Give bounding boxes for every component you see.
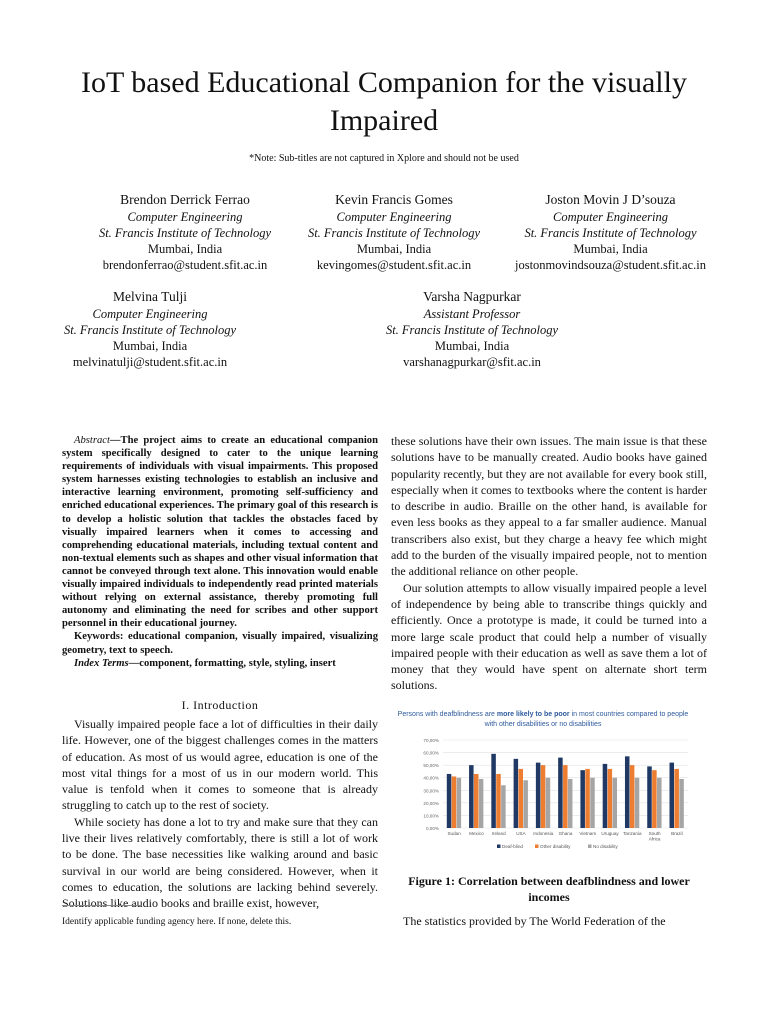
y-tick-label: 60,00% xyxy=(423,750,439,756)
x-tick-label-line: South xyxy=(648,831,661,836)
chart-title-emphasis: more likely to be poor xyxy=(496,711,570,718)
body-paragraph-start: The statistics provided by The World Federation of the xyxy=(403,914,666,928)
author-dept: Assistant Professor xyxy=(423,307,521,321)
legend-label: Other disability xyxy=(540,844,571,849)
section-heading: I. Introduction xyxy=(181,698,259,712)
bar xyxy=(496,774,501,828)
author-dept: Computer Engineering xyxy=(336,210,452,224)
y-tick-label: 0,00% xyxy=(425,826,439,831)
author-block xyxy=(284,192,504,273)
author-block xyxy=(40,289,260,370)
author-name: Kevin Francis Gomes xyxy=(335,192,453,207)
x-tick-label: Ghana xyxy=(558,831,573,836)
index-terms xyxy=(62,657,378,670)
y-tick-label: 70,00% xyxy=(423,738,439,743)
body-paragraph: these solutions have their own issues. The main issue is that these solutions have to be manually created. Audio books have gained popularity recently, but they are not available for every book still, especially when it comes to textbooks where the content is harder to describe in audio. Braille on the other hand, is available for even less books as they appeal to a far smaller audience. Manual transcribers also exist, but they charge a heavy fee which might add to the burden of the visually impaired people, not to mention the additional reliance on other people. xyxy=(391,434,707,579)
author-email: kevingomes@student.sfit.ac.in xyxy=(316,258,472,272)
figure-chart xyxy=(393,702,703,864)
author-dept: Computer Engineering xyxy=(92,307,208,321)
chart-title-part: in most countries compared to people with other disabilities or no disabilities xyxy=(484,711,689,728)
author-dept: Computer Engineering xyxy=(553,210,668,224)
author-block xyxy=(498,192,723,273)
author-name: Melvina Tulji xyxy=(113,289,187,304)
bar xyxy=(479,779,484,828)
legend-swatch xyxy=(497,845,501,849)
legend-swatch xyxy=(588,845,592,849)
body-paragraph: Our solution attempts to allow visually impaired people a level of independence by being able to transcribe things quickly and efficiently. Once a prototype is made, it could be turned into a more large scale product that could help a number of visually impaired people with their education as well as save them a lot of money that they would have spent on alternate short term solutions. xyxy=(391,580,707,693)
author-city: Mumbai, India xyxy=(356,242,432,256)
abstract-text: —The project aims to create an educational companion system specifically designed to cater to the unique learning requirements of individuals with visual impairments. This proposed system harnesses existing technologies to establish an inclusive and interactive learning environment, promoting self-sufficiency and enriched educational experiences. The primary goal of this research is to develop a holistic solution that tackles the obstacles faced by visually impaired learners when it comes to accessing and comprehending educational materials, including textual content and non-textual elements such as shapes and other visual information that cannot be conveyed through text alone. This innovation would enable visually impaired individuals to independently read printed materials without relying on external assistance, thereby promoting full autonomy and eliminating the need for scribes and other support personnel in their educational journey. xyxy=(62,435,378,630)
bar xyxy=(635,778,640,828)
bar xyxy=(590,778,595,828)
bar xyxy=(612,778,617,828)
y-tick-label: 20,00% xyxy=(423,800,439,806)
body-paragraph: Visually impaired people face a lot of difficulties in their daily life. However, one of the biggest challenges comes in the matters of education. As most of us would agree, education is one of the most vital things for a most of us in our modern world. This value is tenfold when it comes to someone that is already struggling to catch up to the rest of society. xyxy=(62,717,378,813)
bar xyxy=(469,765,474,828)
intro-body xyxy=(62,716,378,912)
bar xyxy=(563,765,568,828)
x-tick-label: Indonesia xyxy=(533,831,554,836)
bar xyxy=(625,756,630,828)
bar xyxy=(585,769,590,828)
index-terms-text: —component, formatting, style, styling, insert xyxy=(128,657,336,669)
y-tick-label: 40,00% xyxy=(423,775,439,781)
right-column-body xyxy=(391,433,707,694)
x-tick-label xyxy=(649,831,661,842)
footnote: Identify applicable funding agency here. If none, delete this. xyxy=(62,917,292,927)
author-institution: St. Francis Institute of Technology xyxy=(385,323,559,337)
chart-title-part: Persons with deafblindness are xyxy=(397,711,497,718)
author-institution: St. Francis Institute of Technology xyxy=(63,323,237,337)
bar xyxy=(674,769,679,828)
bar xyxy=(580,770,585,828)
author-email: melvinatulji@student.sfit.ac.in xyxy=(72,355,228,369)
x-tick-label: Ireland xyxy=(491,831,506,836)
bar xyxy=(447,774,452,828)
bar xyxy=(523,780,528,828)
author-institution: St. Francis Institute of Technology xyxy=(98,226,272,240)
author-email: varshanagpurkar@sfit.ac.in xyxy=(403,355,541,369)
x-tick-label: Uruguay xyxy=(601,831,619,836)
footnote-rule xyxy=(62,905,142,906)
author-city: Mumbai, India xyxy=(573,242,648,256)
abstract xyxy=(62,434,378,670)
bar xyxy=(457,778,462,828)
title-note: *Note: Sub-titles are not captured in Xplore and should not be used xyxy=(249,153,519,164)
bar xyxy=(630,765,635,828)
x-tick-label: USA xyxy=(516,831,526,836)
author-name: Varsha Nagpurkar xyxy=(423,289,521,304)
bar xyxy=(558,758,563,828)
x-tick-label: Brazil xyxy=(671,831,683,836)
y-tick-label: 30,00% xyxy=(423,788,439,794)
author-block xyxy=(75,192,295,273)
bar xyxy=(491,754,496,828)
author-city: Mumbai, India xyxy=(147,242,223,256)
bar xyxy=(670,763,675,828)
x-tick-label-line: Africa xyxy=(648,836,661,842)
x-tick-label: Tanzania xyxy=(623,831,642,836)
author-institution: St. Francis Institute of Technology xyxy=(307,226,481,240)
bar xyxy=(546,778,551,828)
index-terms-lead: Index Terms xyxy=(74,657,129,669)
author-name: Brendon Derrick Ferrao xyxy=(120,192,250,207)
bar xyxy=(608,769,613,828)
bar xyxy=(603,764,608,828)
x-tick-label: Sudan xyxy=(447,831,461,836)
author-institution: St. Francis Institute of Technology xyxy=(524,226,697,240)
abstract-lead: Abstract xyxy=(74,435,110,446)
bar xyxy=(652,770,657,828)
bar xyxy=(536,763,541,828)
author-city: Mumbai, India xyxy=(434,339,510,353)
bar xyxy=(568,779,573,828)
bar xyxy=(657,778,662,828)
author-block xyxy=(362,289,582,370)
author-name: Joston Movin J D’souza xyxy=(545,192,676,207)
keywords: Keywords: educational companion, visually impaired, visualizing geometry, text to speech. xyxy=(62,631,378,656)
y-tick-label: 10,00% xyxy=(423,813,439,819)
bar xyxy=(514,759,519,828)
bar xyxy=(679,779,684,828)
figure-caption: Figure 1: Correlation between deafblindness and lower incomes xyxy=(408,874,690,904)
author-city: Mumbai, India xyxy=(112,339,188,353)
body-paragraph: While society has done a lot to try and make sure that they can live their lives relatively comfortably, there is still a lot of work to be done. The base necessities like walking around and basic survival in our world are being considered. However, when it comes to education, the solutions are lacking behind severely. Solutions like audio books and braille exist, however, xyxy=(62,814,378,911)
author-dept: Computer Engineering xyxy=(127,210,243,224)
abstract-paragraph xyxy=(62,434,378,630)
bar xyxy=(501,785,506,828)
bar xyxy=(452,776,457,828)
paper-title: IoT based Educational Companion for the visually Impaired xyxy=(81,66,687,137)
bar xyxy=(541,765,546,828)
author-email: brendonferrao@student.sfit.ac.in xyxy=(102,258,268,272)
legend-label: No disability xyxy=(593,844,618,849)
author-email: jostonmovindsouza@student.sfit.ac.in xyxy=(514,258,706,272)
x-tick-label: Vietnam xyxy=(579,831,597,836)
y-tick-label: 50,00% xyxy=(423,763,439,769)
legend-label: Deaf-blind xyxy=(502,844,523,849)
x-tick-label: Mexico xyxy=(469,831,484,836)
bar xyxy=(474,774,479,828)
bar xyxy=(519,769,524,828)
bar-chart xyxy=(393,702,703,864)
legend-swatch xyxy=(535,845,539,849)
bar xyxy=(647,766,652,828)
